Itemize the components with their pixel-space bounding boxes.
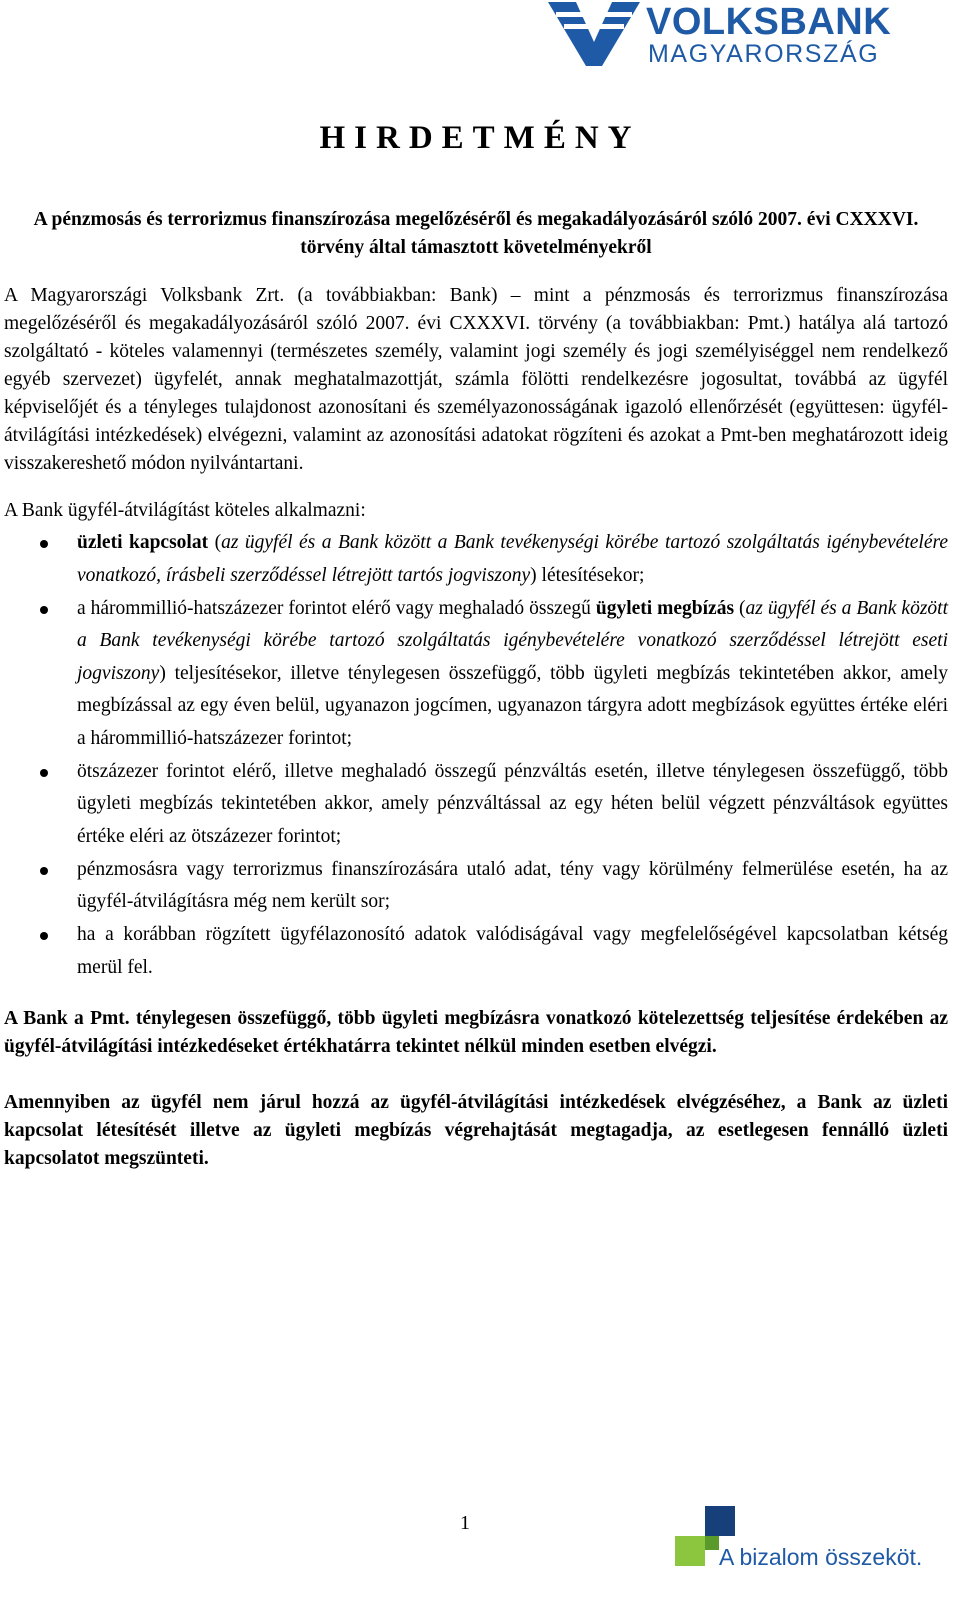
volksbank-mark-icon (548, 2, 640, 68)
page-title: HIRDETMÉNY (319, 120, 641, 156)
subtitle: A pénzmosás és terrorizmus finanszírozása megelőzéséről és megakadályozásáról szóló 2007. évi CXXXVI. törvény által támasztott követelményekről (33, 209, 919, 258)
list-item: üzleti kapcsolat (az ügyfél és a Bank között a Bank tevékenységi körébe tartozó szolgáltatás igénybevételére vonatkozó, írásbeli szerződéssel létrejött tartós jogviszony) létesítésekor; (4, 527, 948, 592)
footer-slogan-logo (675, 1506, 960, 1608)
logo-sub: MAGYARORSZÁG (648, 40, 880, 68)
footer-slogan: A bizalom összeköt. (719, 1544, 923, 1570)
bullet-icon (40, 867, 48, 875)
list-item: ötszázezer forintot elérő, illetve meghaladó összegű pénzváltás esetén, illetve ténylegesen összefüggő, több ügyleti megbízás tekintetében akkor, amely pénzváltással az egy héten belül végzett pénzváltások együttes értéke eléri az ötszázezer forintot; (4, 756, 948, 854)
list-item: ha a korábban rögzített ügyfélazonosító adatok valódiságával vagy megfelelőségével kapcsolatban kétség merül fel. (4, 919, 948, 984)
obligation-list (4, 527, 948, 984)
bold-paragraph-threshold: A Bank a Pmt. ténylegesen összefüggő, több ügyleti megbízásra vonatkozó kötelezettség teljesítése érdekében az ügyfél-átvilágítási intézkedéseket értékhatárra tekintet nélkül minden esetben elvégzi. (4, 1008, 948, 1057)
list-item: pénzmosásra vagy terrorizmus finanszírozására utaló adat, tény vagy körülmény felmerülése esetén, ha az ügyfél-átvilágításra még nem került sor; (4, 854, 948, 919)
bold-paragraph-refusal: Amennyiben az ügyfél nem járul hozzá az ügyfél-átvilágítási intézkedések elvégzéséhez, a Bank az üzleti kapcsolat létesítését illetve az ügyleti megbízás végrehajtását megtagadja, az esetlegesen fennálló üzleti kapcsolatot megszünteti. (4, 1092, 948, 1169)
logo-name: VOLKSBANK (646, 1, 892, 43)
page-number: 1 (460, 1512, 470, 1534)
list-item: a hárommillió-hatszázezer forintot elérő vagy meghaladó összegű ügyleti megbízás (az ügyfél és a Bank között a Bank tevékenységi körébe tartozó szolgáltatás igénybevételére vonatkozó szerződéssel létrejött eseti jogviszony) teljesítésekor, illetve ténylegesen összefüggő, több ügyleti megbízás tekintetében akkor, amely megbízással az egy éven belül, ugyanazon jogcímen, ugyanazon tárgyra adott megbízások együttes értéke eléri a hárommillió-hatszázezer forintot; (4, 593, 948, 756)
bullet-icon (40, 540, 48, 548)
bullet-icon (40, 932, 48, 940)
list-intro: A Bank ügyfél-átvilágítást köteles alkalmazni: (4, 500, 366, 521)
bullet-icon (40, 769, 48, 777)
bullet-icon (40, 606, 48, 614)
intro-paragraph: A Magyarországi Volksbank Zrt. (a továbbiakban: Bank) – mint a pénzmosás és terrorizmus finanszírozása megelőzéséről és megakadályozásáról szóló 2007. évi CXXXVI. törvény (a továbbiakban: Pmt.) hatálya alá tartozó szolgáltató - köteles valamennyi (természetes személy, valamint jogi személy és jogi személyiséggel nem rendelkező egyéb szervezet) ügyfelét, annak meghatalmazottját, számla fölötti rendelkezésre jogosultat, továbbá az ügyfél képviselőjét és a tényleges tulajdonost azonosítani és személyazonosságának igazoló ellenőrzését (együttesen: ügyfél-átvilágítási intézkedések) elvégezni, valamint az azonosítási adatokat rögzíteni és azokat a Pmt-ben meghatározott ideig visszakereshető módon nyilvántartani. (4, 285, 948, 474)
volksbank-logo (548, 0, 948, 76)
document-body (4, 206, 948, 1173)
